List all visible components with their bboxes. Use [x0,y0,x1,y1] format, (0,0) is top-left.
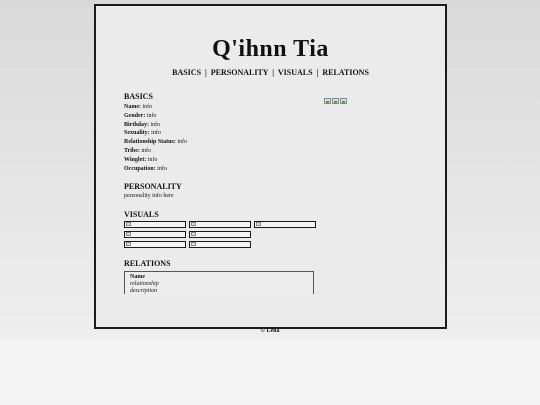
nav-separator: | [205,68,207,77]
field-value: info [141,147,152,154]
relations-heading: RELATIONS [124,259,171,268]
field-row-occupation [124,165,324,174]
field-row-name [124,103,324,112]
footer-credit: © Lena [260,328,280,334]
field-row-relationship-status [124,138,324,147]
visual-image[interactable] [189,231,251,238]
nav-separator: | [272,68,275,77]
field-label: Name: [124,104,141,110]
visuals-heading: VISUALS [124,210,159,219]
visual-image[interactable] [254,221,316,228]
field-value: info [142,104,153,110]
personality-text: personality info here [124,193,174,199]
field-value: info [177,139,188,146]
page-title: Q'ihnn Tia [212,36,329,62]
field-value: info [150,121,161,128]
relation-name: Name [130,274,145,280]
visuals-section [124,210,159,221]
nav-link-visuals[interactable]: VISUALS [277,68,313,77]
broken-image-icon [332,98,339,104]
field-value: info [147,156,158,163]
basics-section [124,92,324,173]
broken-image-icon [191,232,196,236]
field-label: Tribe: [124,147,140,154]
personality-heading: PERSONALITY [124,182,182,191]
broken-image-icon [324,98,331,104]
nav-link-relations[interactable]: RELATIONS [322,68,369,77]
field-row-tribe [124,147,324,156]
broken-image-icon [191,242,196,246]
field-row-birthday [124,121,324,130]
nav-bar [96,68,445,77]
broken-image-icon [126,242,131,246]
field-label: Winglet: [124,156,147,163]
field-label: Occupation: [124,165,156,172]
visual-image[interactable] [124,241,186,248]
broken-image-icon [256,222,261,226]
field-value: info [151,130,161,137]
field-label: Sexuality: [124,130,150,137]
relations-section [124,259,171,270]
visual-image[interactable] [124,231,186,238]
broken-image-icon [340,98,347,104]
basics-heading: BASICS [124,92,153,101]
broken-image-icon [126,232,131,236]
field-row-sexuality [124,129,324,138]
field-row-gender [124,112,324,121]
relations-box[interactable] [124,271,314,294]
broken-image-icon [191,222,196,226]
personality-section [124,182,182,199]
field-label: Birthday: [124,121,150,128]
visual-image[interactable] [124,221,186,228]
visual-image[interactable] [189,221,251,228]
relation-relationship: relationship [130,281,159,287]
field-row-winglet [124,156,324,165]
field-label: Gender: [124,112,146,119]
header-images [324,98,347,104]
nav-link-personality[interactable]: PERSONALITY [210,68,269,77]
field-label: Relationship Status: [124,139,176,146]
visual-image[interactable] [189,241,251,248]
profile-frame [94,4,447,329]
field-value: info [146,112,157,119]
field-value: info [157,165,167,172]
nav-link-basics[interactable]: BASICS [172,68,202,77]
nav-separator: | [316,68,319,77]
relation-description: description [130,288,157,294]
broken-image-icon [126,222,131,226]
